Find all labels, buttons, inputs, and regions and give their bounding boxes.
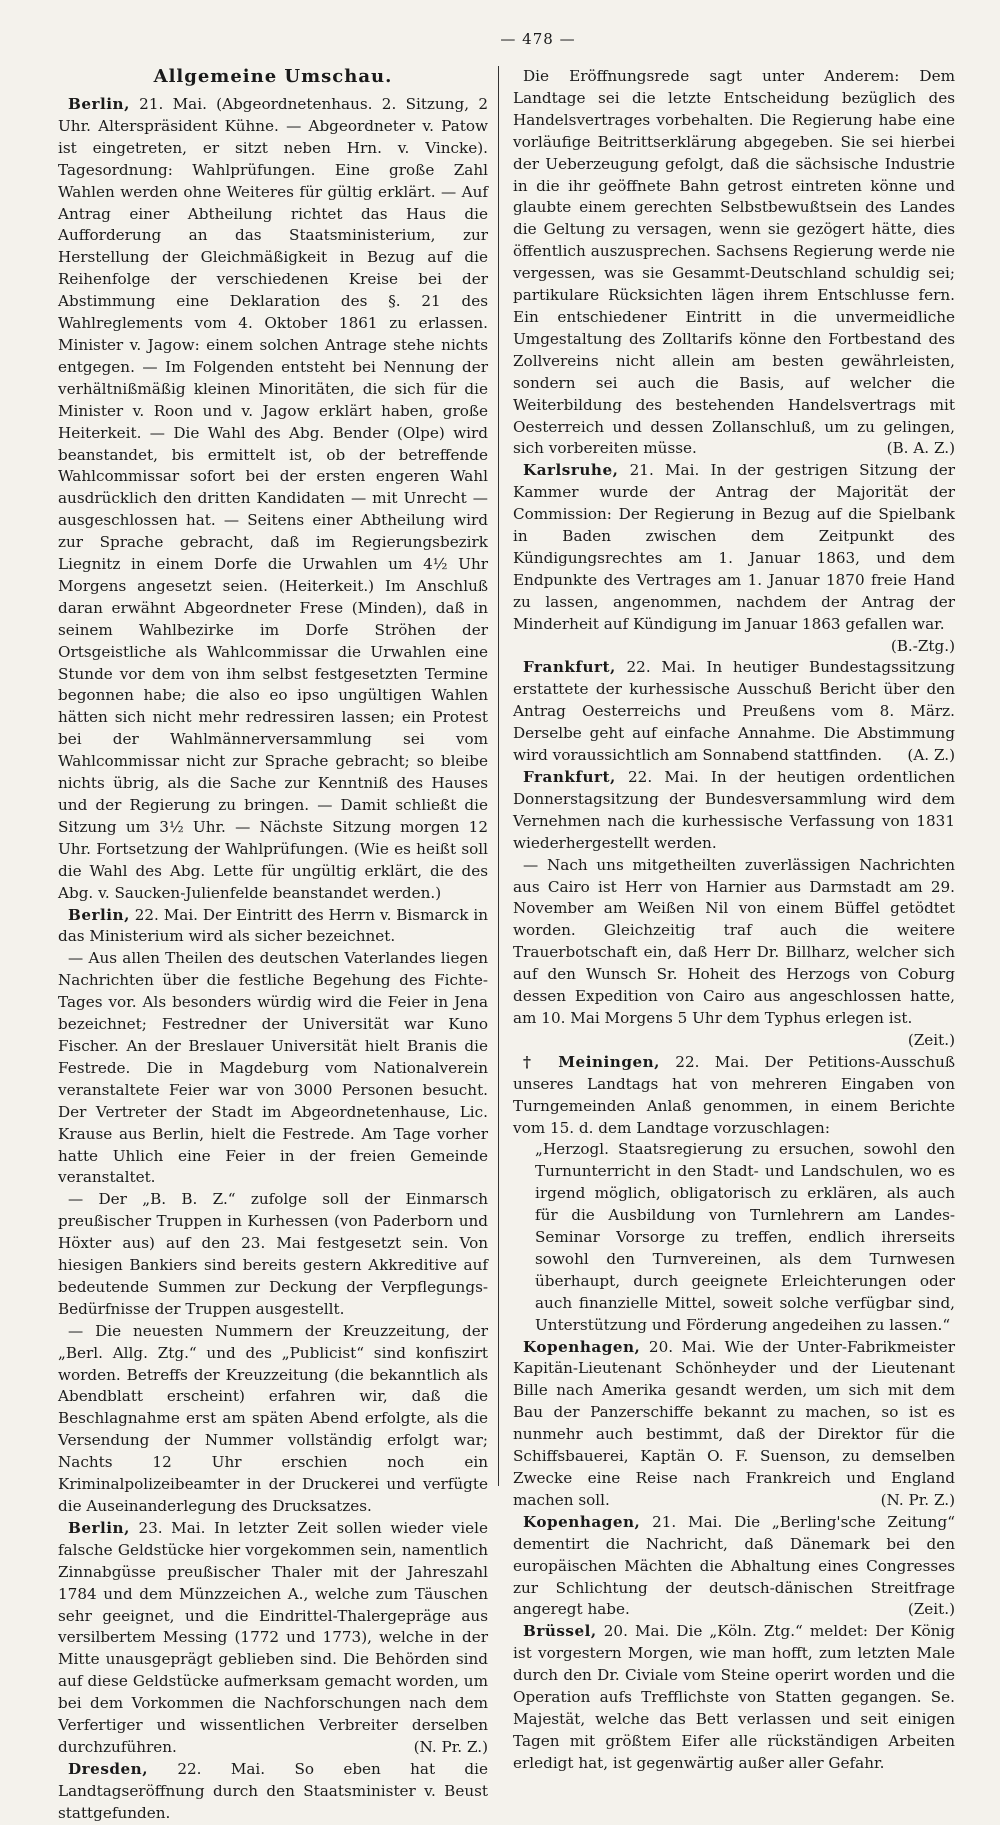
article-paragraph (58, 1189, 488, 1320)
article-text: Die Eröffnungsrede sagt unter Anderem: Dem Landtage sei die letzte Entscheidung bezüglich des Handelsvertrages vorbehalten. Die Regierung habe eine vorläufige Beitrittserklärung abgegeben. Sie sei hierbei der Ueberzeugung gefolgt, daß die sächsische Industrie in die ihr geöffnete Bahn getrost eintreten könne und glaubte einem gerechten Selbstbewußtsein des Landes die Geltung zu versagen, wenn sie gezögert hätte, dies öffentlich auszusprechen. Sachsens Regierung werde nie vergessen, was sie Gesammt-Deutschland schuldig sei; partikulare Rücksichten lägen ihrem Entschlusse fern. Ein entschiedener Eintritt in die unvermeidliche Umgestaltung des Zolltarifs könne den Fortbestand des Zollvereins nicht allein am besten gewährleisten, sondern sei auch die Basis, auf welcher die Weiterbildung des bestehenden Handelsvertrags mit Oesterreich und dessen Zollanschluß, um zu gelingen, sich vorbereiten müsse. (513, 67, 955, 458)
article-text: 22. Mai. In heutiger Bundestagssitzung erstattete der kurhessische Ausschuß Bericht über den Antrag Oesterreichs und Preußens vom 8. März. Derselbe geht auf einfache Annahme. Die Abstimmung wird voraussichtlich am Sonnabend stattfinden. (513, 658, 955, 765)
source-attribution: (Zeit.) (907, 1030, 955, 1049)
article-paragraph (513, 767, 955, 855)
article-paragraph (58, 1759, 488, 1825)
dateline: Brüssel, (523, 1622, 597, 1641)
article-text: 20. Mai. Die „Köln. Ztg.“ meldet: Der König ist vorgestern Morgen, wie man hofft, zum letzten Male durch den Dr. Civiale vom Steine operirt worden und die Operation aufs Trefflichste von Statten gegangen. Se. Majestät, welche das Bett verlassen und seit einigen Tagen mit größtem Eifer alle rückständigen Arbeiten erledigt hat, ist gegenwärtig außer aller Gefahr. (513, 1622, 955, 1772)
article-paragraph (513, 1621, 955, 1774)
article-text: — Die neuesten Nummern der Kreuzzeitung, der „Berl. Allg. Ztg.“ und des „Publicist“ sind konfiszirt worden. Betreffs der Kreuzzeitung (die bekanntlich als Abendblatt erscheint) erfahren wir, daß die Beschlagnahme erst am späten Abend erfolgte, als die Versendung der Nummer vollständig erfolgt war; Nachts 12 Uhr erschien noch ein Kriminalpolizeibeamter in der Druckerei und verfügte die Auseinanderlegung des Drucksatzes. (58, 1321, 488, 1515)
dateline: † Meiningen, (523, 1052, 660, 1071)
article-paragraph (58, 905, 488, 949)
article-paragraph (513, 1052, 955, 1140)
article-text: 22. Mai. Der Eintritt des Herrn v. Bismarck in das Ministerium wird als sicher bezeichnet. (58, 905, 488, 946)
dateline: Frankfurt, (523, 768, 616, 786)
dateline: Berlin, (68, 1518, 130, 1537)
dateline: Karlsruhe, (523, 461, 619, 480)
article-paragraph (58, 948, 488, 1189)
right-column (499, 66, 955, 1772)
article-paragraph (513, 1512, 955, 1622)
article-text: — Aus allen Theilen des deutschen Vaterlandes liegen Nachrichten über die festliche Begehung des Fichte-Tages vor. Als besonders würdig wird die Feier in Jena bezeichnet; Festredner der Universität war Kuno Fischer. An der Breslauer Universität hielt Branis die Festrede. Die in Magdeburg vom Nationalverein veranstaltete Feier war von 3000 Personen besucht. Der Vertreter der Stadt im Abgeordnetenhause, Lic. Krause aus Berlin, hielt die Festrede. Am Tage vorher hatte Uhlich eine Feier in der freien Gemeinde veranstaltet. (58, 949, 488, 1187)
article-paragraph (58, 1518, 488, 1759)
article-paragraph (513, 657, 955, 767)
article-paragraph (58, 1321, 488, 1518)
source-attribution: (B.-Ztg.) (890, 636, 955, 655)
page-number: — 478 — (500, 30, 576, 48)
source-attribution: (A. Z.) (907, 746, 955, 765)
columns (58, 66, 964, 1822)
article-text: 20. Mai. Wie der Unter-Fabrikmeister Kapitän-Lieutenant Schönheyder und der Lieutenant Bille nach Amerika gesandt werden, um sich mit dem Bau der Panzerschiffe bekannt zu machen, so ist es nunmehr auch bestimmt, daß der Direktor für die Schiffsbauerei, Kaptän O. F. Suenson, zu demselben Zwecke eine Reise nach Frankreich und England machen soll. (513, 1337, 955, 1509)
article-paragraph (513, 1139, 955, 1336)
source-attribution: (Zeit.) (907, 1600, 955, 1619)
source-attribution: (B. A. Z.) (886, 439, 955, 458)
article-paragraph (513, 855, 955, 1049)
article-text: „Herzogl. Staatsregierung zu ersuchen, sowohl den Turnunterricht in den Stadt- und Landschulen, wo es irgend möglich, obligatorisch zu erklären, als auch für die Ausbildung von Turnlehrern am Landes-Seminar Vorsorge zu treffen, endlich ihrerseits sowohl den Turnvereinen, als dem Turnwesen überhaupt, durch geeignete Erleichterungen oder auch finanzielle Mittel, soweit solche verfügbar sind, Unterstützung und Förderung angedeihen zu lassen.“ (535, 1140, 955, 1334)
article-paragraph (513, 1337, 955, 1512)
article-text: 21. Mai. (Abgeordnetenhaus. 2. Sitzung, 2 Uhr. Alterspräsident Kühne. — Abgeordneter v. Patow ist eingetreten, er sitzt neben Hrn. v. Vincke). Tagesordnung: Wahlprüfungen. Eine große Zahl Wahlen werden ohne Weiteres für gültig erklärt. — Auf Antrag einer Abtheilung richtet das Haus die Aufforderung an das Staatsministerium, zur Herstellung der Gleichmäßigkeit in Bezug auf die Reihenfolge der verschiedenen Kreise bei der Abstimmung eine Deklaration des §. 21 des Wahlreglements vom 4. Oktober 1861 zu erlassen. Minister v. Jagow: einem solchen Antrage stehe nichts entgegen. — Im Folgenden entsteht bei Nennung der verhältnißmäßig kleinen Minoritäten, die sich für die Minister v. Roon und v. Jagow erklärt haben, große Heiterkeit. — Die Wahl des Abg. Bender (Olpe) wird beanstandet, bis ermittelt ist, ob der betreffende Wahlcommissar sofort bei der ersten engeren Wahl ausdrücklich den dritten Kandidaten — mit Unrecht — ausgeschlossen hat. — Seitens einer Abtheilung wird zur Sprache gebracht, daß im Regierungsbezirk Liegnitz in einem Dorfe die Urwahlen um 4½ Uhr Morgens angesetzt seien. (Heiterkeit.) Im Anschluß daran erwähnt Abgeordneter Frese (Minden), daß in seinem Wahlbezirke im Dorfe Ströhen der Ortsgeistliche als Wahlcommissar die Urwahlen eine Stunde vor dem von ihm selbst festgesetzten Termine begonnen habe; die also eo ipso ungültigen Wahlen hätten sich nicht mehr redressiren lassen; ein Protest bei der Wahlmännerversammlung sei vom Wahlcommissar nicht zur Sprache gebracht; so bleibe nichts übrig, als die Sache zur Kenntniß des Hauses und der Regierung zu bringen. — Damit schließt die Sitzung um 3½ Uhr. — Nächste Sitzung morgen 12 Uhr. Fortsetzung der Wahlprüfungen. (Wie es heißt soll die Wahl des Abg. Lette für ungültig erklärt, die des Abg. v. Saucken-Julienfelde beanstandet werden.) (58, 95, 488, 902)
article-text: 22. Mai. So eben hat die Landtagseröffnung durch den Staatsminister v. Beust stattgefunden. (58, 1759, 488, 1822)
article-text: — Nach uns mitgetheilten zuverlässigen Nachrichten aus Cairo ist Herr von Harnier aus Darmstadt am 29. November am Weißen Nil von einem Büffel getödtet worden. Gleichzeitig traf auch die weitere Trauerbotschaft ein, daß Herr Dr. Billharz, welcher sich auf den Wunsch Sr. Hoheit des Herzogs von Coburg dessen Expedition von Cairo aus angeschlossen hatte, am 10. Mai Morgens 5 Uhr dem Typhus erlegen ist. (513, 855, 955, 1027)
section-title: Allgemeine Umschau. (153, 66, 393, 87)
article-text: 22. Mai. Der Petitions-Ausschuß unseres Landtags hat von mehreren Eingaben von Turngemeinden Anlaß genommen, in einem Berichte vom 15. d. dem Landtage vorzuschlagen: (513, 1052, 955, 1137)
dateline: Kopenhagen, (523, 1337, 641, 1356)
article-text: 22. Mai. In der heutigen ordentlichen Donnerstagsitzung der Bundesversammlung wird dem Vernehmen nach die kurhessische Verfassung von 1831 wiederhergestellt werden. (513, 768, 955, 852)
dateline: Berlin, (68, 95, 130, 113)
article-text: — Der „B. B. Z.“ zufolge soll der Einmarsch preußischer Truppen in Kurhessen (von Paderborn und Höxter aus) auf den 23. Mai festgesetzt sein. Von hiesigen Bankiers sind bereits gestern Akkreditive auf bedeutende Summen zur Deckung der Verpflegungs-Bedürfnisse der Truppen ausgestellt. (58, 1190, 488, 1318)
article-paragraph (513, 460, 955, 655)
article-text: 21. Mai. Die „Berling'sche Zeitung“ dementirt die Nachricht, daß Dänemark bei den europäischen Mächten die Abhaltung eines Congresses zur Schlichtung der deutsch-dänischen Streitfrage angeregt habe. (513, 1512, 955, 1619)
dateline: Berlin, (68, 905, 130, 924)
article-text: 21. Mai. In der gestrigen Sitzung der Kammer wurde der Antrag der Majorität der Commission: Der Regierung in Bezug auf die Spielbank in Baden zwischen dem Zeitpunkt des Kündigungsrechtes am 1. Januar 1863, und dem Endpunkte des Vertrages am 1. Januar 1870 freie Hand zu lassen, angenommen, nachdem der Antrag der Minderheit auf Kündigung im Januar 1863 gefallen war. (513, 461, 955, 633)
left-column (58, 66, 498, 1822)
article-text: 23. Mai. In letzter Zeit sollen wieder viele falsche Geldstücke hier vorgekommen sein, namentlich Zinnabgüsse preußischer Thaler mit der Jahreszahl 1784 und dem Münzzeichen A., welche zum Täuschen sehr geeignet, und die Eindrittel-Thalergepräge aus versilbertem Messing (1772 und 1773), welche in der Mitte unausgeprägt geblieben sind. Die Behörden sind auf diese Geldstücke aufmerksam gemacht worden, um bei dem Vorkommen die Nachforschungen nach dem Verfertiger und wissentlichen Verbreiter derselben durchzuführen. (58, 1518, 488, 1756)
source-attribution: (N. Pr. Z.) (413, 1737, 488, 1756)
dateline: Dresden, (68, 1759, 148, 1778)
source-attribution: (N. Pr. Z.) (880, 1490, 955, 1509)
dateline: Kopenhagen, (523, 1512, 641, 1531)
article-paragraph (58, 94, 488, 905)
dateline: Frankfurt, (523, 658, 616, 677)
article-paragraph (513, 66, 955, 460)
